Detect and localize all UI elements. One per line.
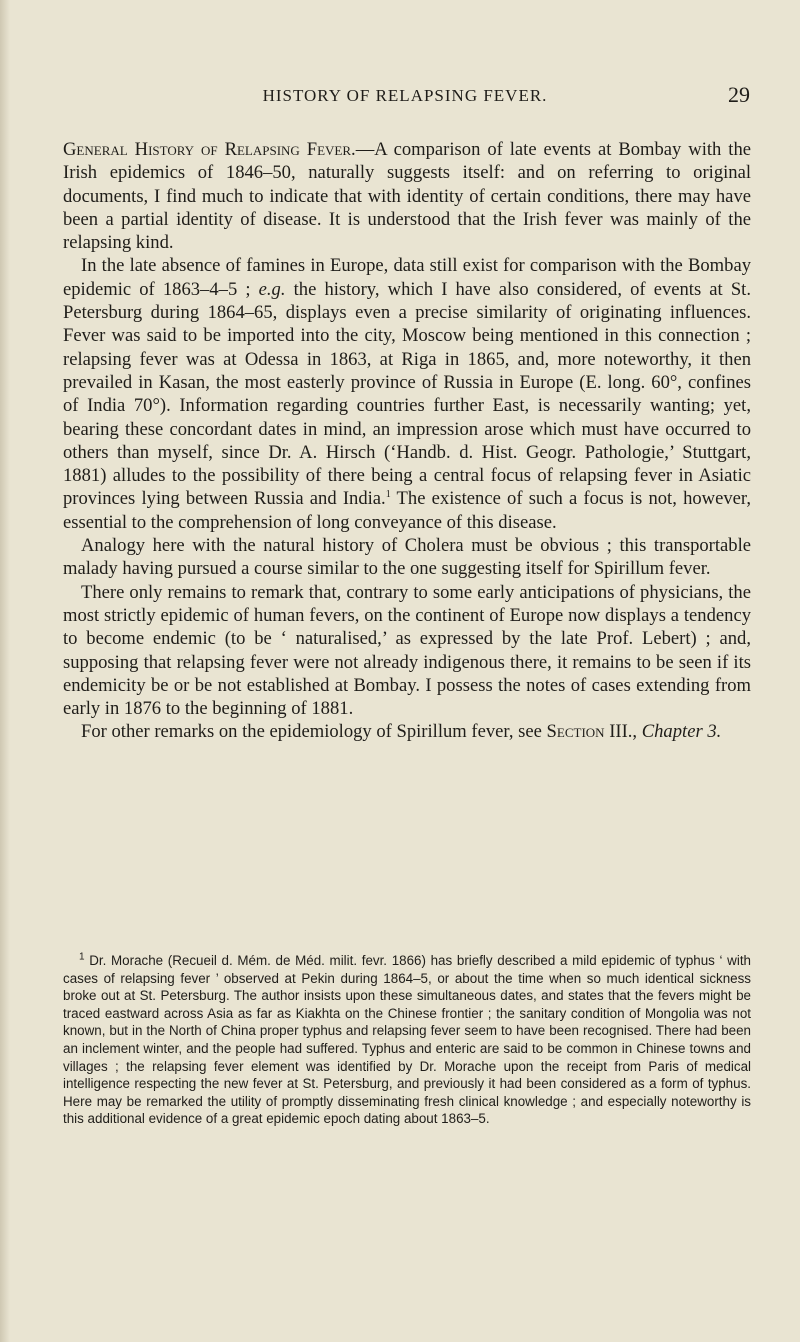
paragraph-general-history: [63, 138, 751, 254]
page-number: 29: [728, 82, 750, 107]
body-text: [63, 138, 751, 744]
footnote-text: Dr. Morache (Recueil d. Mém. de Méd. milit. fevr. 1866) has briefly described a mild epidemic of typhus ‘ with cases of relapsing fever ’ observed at Pekin during 1864–5, or about the time when so much identical sickness broke out at St. Petersburg. The author insists upon these simultaneous dates, and states that the fevers might be traced eastward across Asia as far as Kiakhta on the Chinese frontier ; the sanitary condition of Mongolia was not known, but in the North of China proper typhus and relapsing fever seem to have been recognised. There had been an inclement winter, and the people had suffered. Typhus and enteric are said to be common in Chinese towns and villages ; the relapsing fever element was identified by Dr. Morache upon the receipt from Paris of medical intelligence respecting the new fever at St. Petersburg, and previously it had been considered as a form of typhus. Here may be remarked the utility of promptly disseminating fresh clinical knowledge ; and especially noteworthy is this additional evidence of a great epidemic epoch dating about 1863–5.: [63, 953, 751, 1127]
italic-abbrev: e.g.: [258, 278, 286, 300]
paragraph-text: the history, which I have also considered, of events at St. Petersburg during 1864–65, displays even a precise similarity of originating influences. Fever was said to be imported into the city, Moscow being mentioned in this connection ; relapsing fever was at Odessa in 1863, at Riga in 1865, and, more noteworthy, it then prevailed in Kasan, the most easterly province of Russia in Europe (E. long. 60°, confines of India 70°). Information regarding countries further East, is necessarily wanting; yet, bearing these concordant dates in mind, an impression arose which must have occurred to others than myself, since Dr. A. Hirsch (‘Handb. d. Hist. Geogr. Pathologie,’ Stuttgart, 1881) alludes to the possibility of there being a central focus of relapsing fever in Asiatic provinces lying between Russia and India.: [63, 278, 751, 510]
chapter-reference: Chapter 3.: [641, 721, 722, 743]
paragraph-text: In the late absence of famines in Europe, data still exist for comparison with the Bombay epidemic of 1863–4–5 ;: [63, 255, 751, 300]
section-heading: General History of Relapsing Fever.: [63, 139, 356, 160]
footnotes: [63, 952, 751, 1128]
page-header: [60, 82, 750, 112]
paragraph-endemicity: There only remains to remark that, contrary to some early anticipations of physicians, the most strictly epidemic of human fevers, on the continent of Europe now displays a tendency to become endemic (to be ‘ naturalised,’ as expressed by the late Prof. Lebert) ; and, supposing that relapsing fever were not already indigenous there, it remains to be seen if its endemicity be or be not established at Bombay. I possess the notes of cases extending from early in 1876 to the beginning of 1881.: [63, 581, 751, 720]
paragraph-cholera-analogy: Analogy here with the natural history of Cholera must be obvious ; this transportable malady having pursued a course similar to the one suggesting itself for Spirillum fever.: [63, 535, 751, 580]
paragraph-text: —A comparison of late events at Bombay with the Irish epidemics of 1846–50, naturally suggests itself: and on referring to original documents, I find much to indicate that with identity of certain conditions, there may have been a partial identity of disease. It is understood that the Irish fever was mainly of the relapsing kind.: [63, 139, 751, 254]
footnote-mark: 1: [79, 951, 85, 963]
footnote-1: [63, 952, 751, 1128]
footnote-reference[interactable]: 1: [385, 489, 391, 501]
paragraph-see-section: [63, 720, 751, 743]
page-edge-shadow: [0, 0, 10, 1342]
paragraph-text: The existence of such a focus is not, however, essential to the comprehension of long conveyance of this disease.: [63, 488, 751, 533]
running-head: HISTORY OF RELAPSING FEVER.: [262, 86, 548, 105]
paragraph-text: For other remarks on the epidemiology of Spirillum fever, see: [81, 721, 547, 743]
paragraph-famines: [63, 254, 751, 534]
section-reference: Section III.,: [546, 721, 638, 743]
